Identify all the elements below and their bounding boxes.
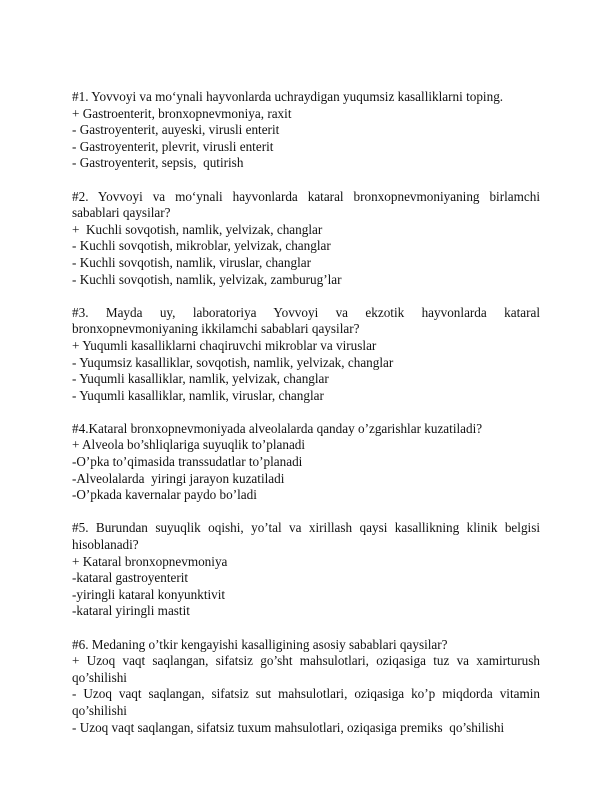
- question-stem-continued: bronxopnevmoniyaning ikkilamchi sabablari qaysilar?: [72, 321, 360, 337]
- document-page: [72, 89, 544, 753]
- answer-option: - Uzoq vaqt saqlangan, sifatsiz tuxum mahsulotlari, oziqasiga premiks qo’shilishi: [72, 719, 505, 735]
- question-stem: #4.Kataral bronxopnevmoniyada alveolalarda qanday o’zgarishlar kuzatiladi?: [72, 420, 483, 436]
- answer-option-correct: + Uzoq vaqt saqlangan, sifatsiz go’sht mahsulotlari, oziqasiga tuz va xamirturush qo’shilishi: [72, 653, 544, 685]
- question-4: [72, 421, 540, 504]
- answer-option-correct: + Kuchli sovqotish, namlik, yelvizak, changlar: [72, 221, 323, 237]
- answer-option: - Yuqumsiz kasalliklar, sovqotish, namlik, yelvizak, changlar: [72, 354, 394, 370]
- answer-option: -yiringli kataral konyunktivit: [72, 586, 226, 602]
- question-stem: #2. Yovvoyi va mo‘ynali hayvonlarda kataral bronxopnevmoniyaning birlamchi: [72, 188, 540, 204]
- answer-option: - Uzoq vaqt saqlangan, sifatsiz sut mahsulotlari, oziqasiga ko’p miqdorda vitamin qo’shilishi: [72, 686, 544, 718]
- question-stem-continued: hisoblanadi?: [72, 537, 139, 553]
- answer-option: - Kuchli sovqotish, namlik, viruslar, changlar: [72, 254, 311, 270]
- question-3: [72, 305, 540, 405]
- question-stem: #1. Yovvoyi va mo‘ynali hayvonlarda uchraydigan yuqumsiz kasalliklarni toping.: [72, 89, 504, 104]
- question-5: [72, 520, 540, 620]
- answer-option: -O’pka to’qimasida transsudatlar to’planadi: [72, 454, 303, 470]
- answer-option-correct: + Yuqumli kasalliklarni chaqiruvchi mikroblar va viruslar: [72, 337, 377, 353]
- question-stem: #5. Burundan suyuqlik oqishi, yo’tal va xirillash qaysi kasallikning klinik belgisi: [72, 520, 540, 536]
- answer-option: - Kuchli sovqotish, mikroblar, yelvizak, changlar: [72, 238, 331, 254]
- answer-option: -O’pkada kavernalar paydo bo’ladi: [72, 487, 257, 503]
- answer-option: -kataral gastroyenterit: [72, 570, 189, 586]
- answer-option: - Yuqumli kasalliklar, namlik, yelvizak, changlar: [72, 371, 329, 387]
- answer-option: - Gastroyenterit, sepsis, qutirish: [72, 155, 244, 171]
- answer-option-correct: + Kataral bronxopnevmoniya: [72, 553, 228, 569]
- question-stem: #3. Mayda uy, laboratoriya Yovvoyi va ekzotik hayvonlarda kataral: [72, 304, 540, 320]
- question-stem: #6. Medaning o’tkir kengayishi kasalligining asosiy sabablari qaysilar?: [72, 636, 448, 652]
- question-1: [72, 89, 540, 172]
- answer-option: - Gastroyenterit, auyeski, virusli enterit: [72, 122, 280, 138]
- answer-option: - Kuchli sovqotish, namlik, yelvizak, zamburug’lar: [72, 271, 342, 287]
- answer-option-correct: + Gastroenterit, bronxopnevmoniya, raxit: [72, 105, 292, 121]
- answer-option: - Yuqumli kasalliklar, namlik, viruslar, changlar: [72, 387, 324, 403]
- answer-option: -kataral yiringli mastit: [72, 603, 190, 619]
- answer-option-correct: + Alveola bo’shliqlariga suyuqlik to’planadi: [72, 437, 306, 453]
- answer-option: - Gastroyenterit, plevrit, virusli enterit: [72, 138, 274, 154]
- question-stem-continued: sabablari qaysilar?: [72, 205, 171, 221]
- question-2: [72, 189, 540, 289]
- question-6: [72, 636, 544, 737]
- answer-option: -Alveolalarda yiringi jarayon kuzatiladi: [72, 470, 285, 486]
